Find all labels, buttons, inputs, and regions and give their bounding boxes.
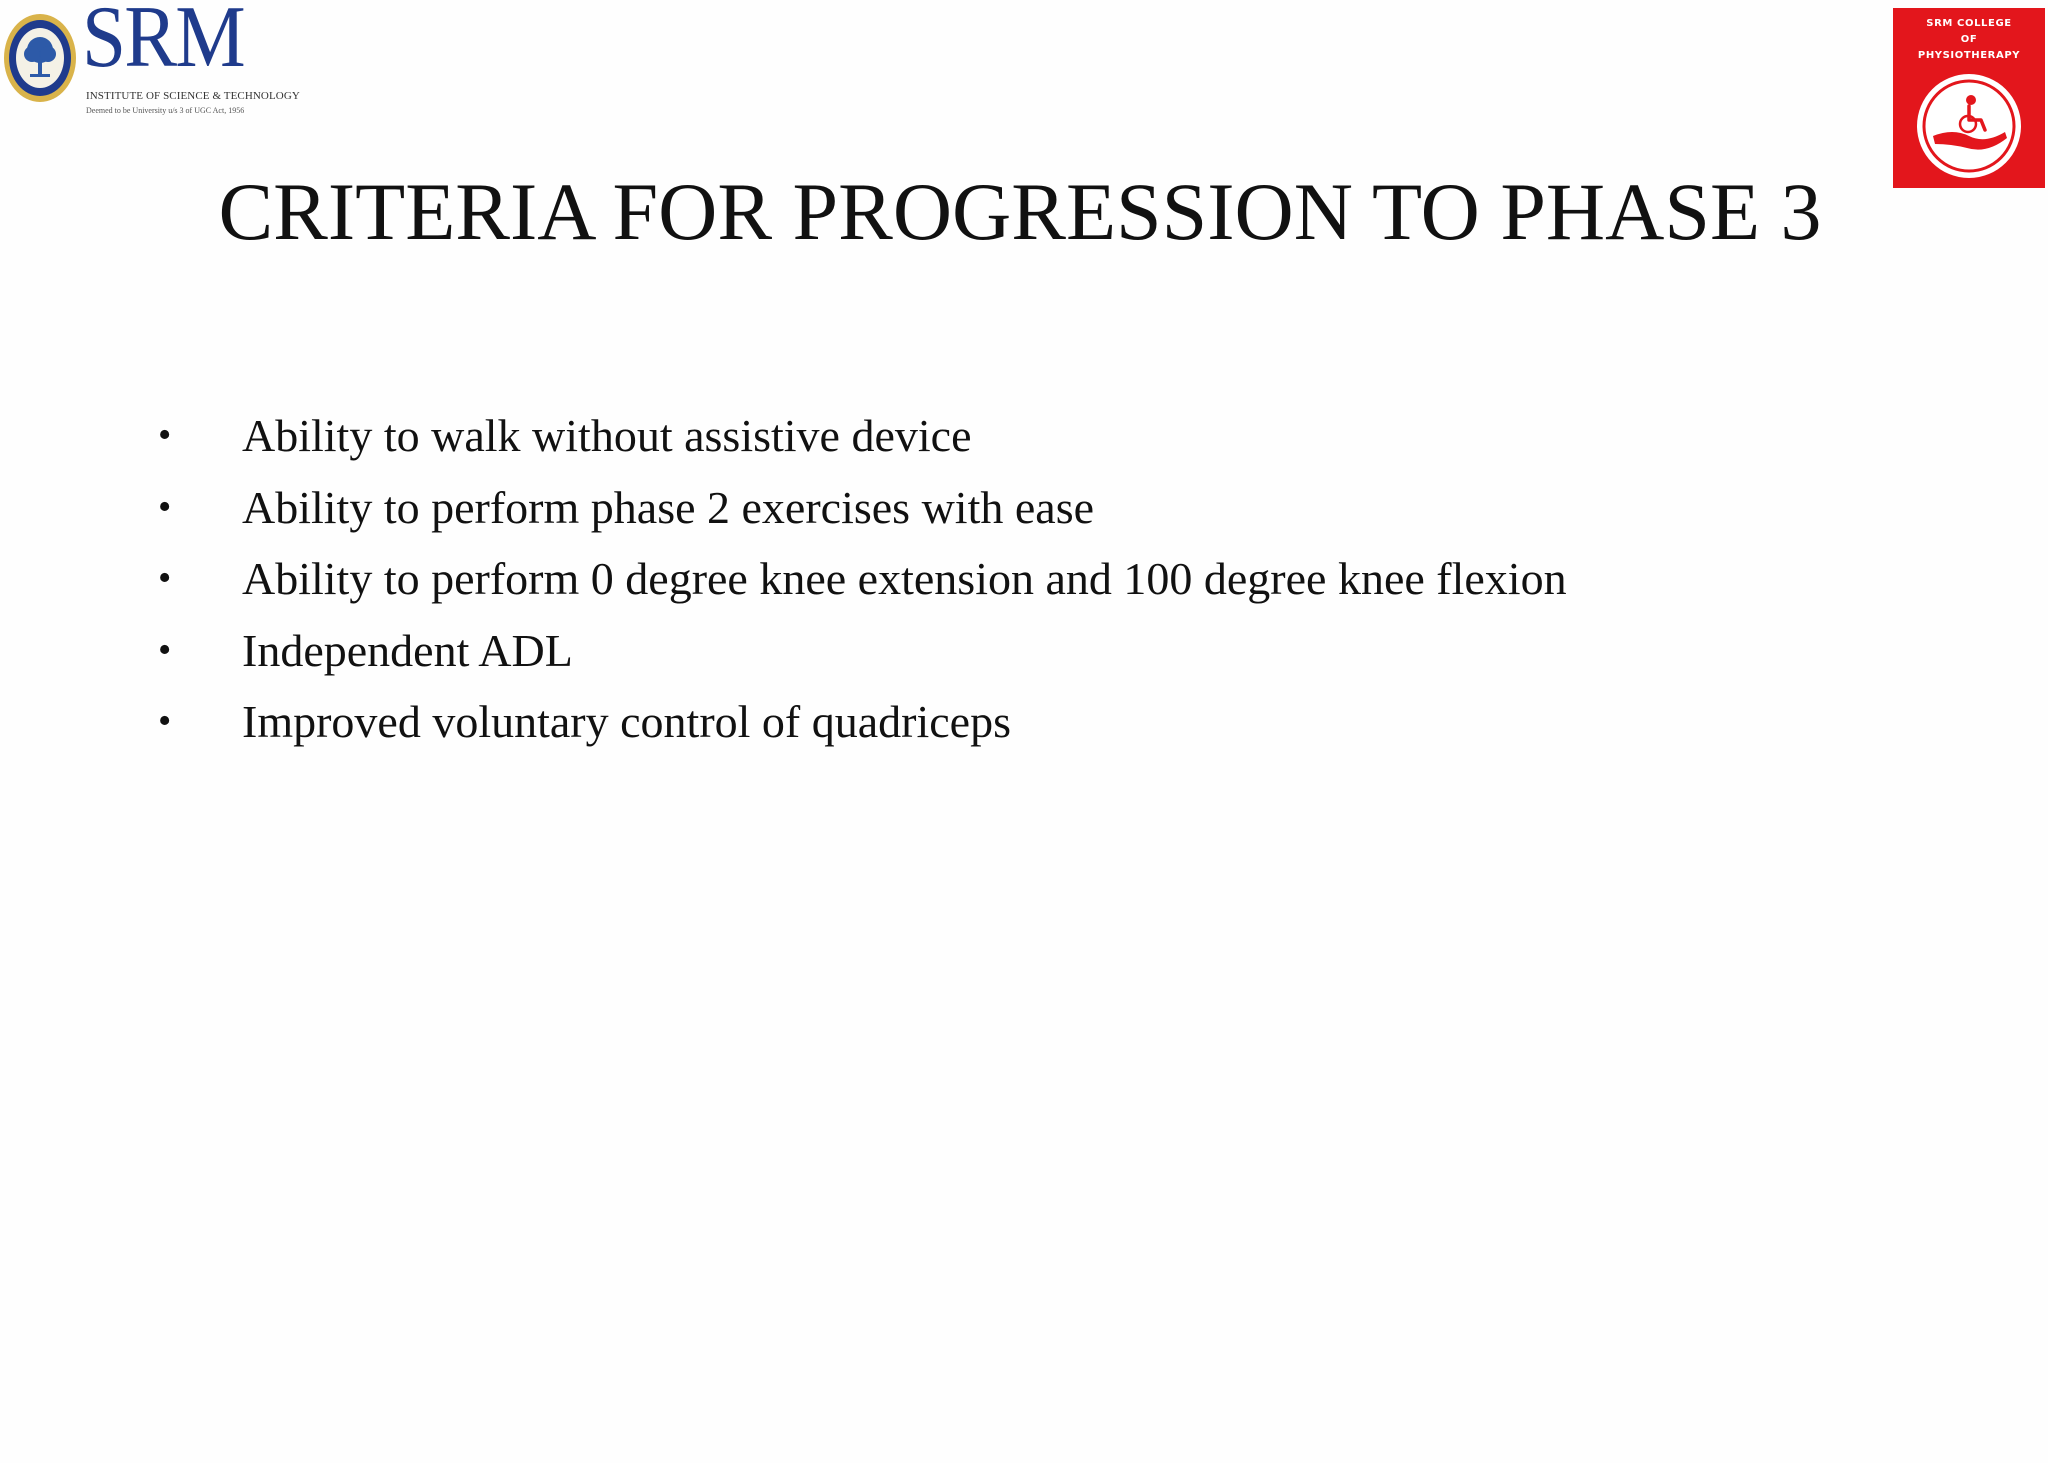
list-item-text: Independent ADL bbox=[242, 624, 573, 676]
list-item-text: Improved voluntary control of quadriceps bbox=[242, 696, 1011, 747]
bullet-icon: • bbox=[158, 700, 172, 742]
srm-wordmark: SRM bbox=[82, 0, 244, 86]
physiotherapy-logo-line-1: SRM COLLEGE bbox=[1926, 18, 2012, 29]
physiotherapy-logo bbox=[1893, 8, 2045, 188]
srm-seal-icon bbox=[2, 12, 78, 104]
bullet-icon: • bbox=[158, 485, 172, 528]
srm-subtitle: INSTITUTE OF SCIENCE & TECHNOLOGY bbox=[86, 90, 300, 102]
physiotherapy-logo-text bbox=[1893, 16, 2045, 64]
bullet-icon: • bbox=[158, 628, 172, 671]
bullet-icon: • bbox=[158, 557, 172, 599]
list-item-text: Ability to perform 0 degree knee extension and 100 degree knee flexion bbox=[242, 553, 1567, 604]
bullet-icon: • bbox=[158, 414, 172, 456]
list-item-text: Ability to perform phase 2 exercises with ease bbox=[242, 481, 1095, 533]
list-item-text: Ability to walk without assistive device bbox=[242, 410, 972, 461]
slide-title: CRITERIA FOR PROGRESSION TO PHASE 3 bbox=[218, 166, 1822, 257]
srm-tagline: Deemed to be University u/s 3 of UGC Act, 1956 bbox=[86, 106, 245, 115]
physiotherapy-logo-line-2: OF bbox=[1960, 34, 1978, 45]
physiotherapy-logo-line-3: PHYSIOTHERAPY bbox=[1917, 50, 2021, 61]
srm-logo bbox=[0, 0, 300, 123]
